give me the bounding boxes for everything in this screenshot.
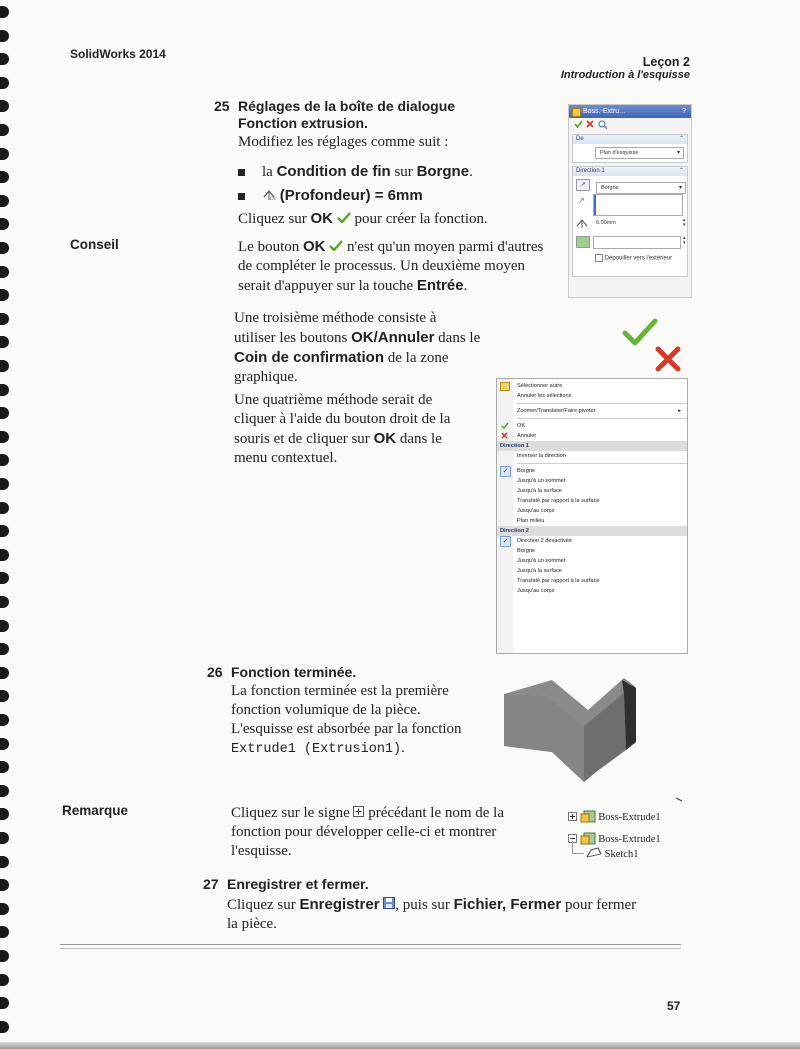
menu-separator — [517, 418, 687, 419]
p3-line3-text: souris et de cliquer sur — [234, 431, 374, 447]
menu-item-end-condition[interactable] — [497, 516, 687, 526]
property-manager-screenshot — [568, 104, 692, 298]
menu-item-end-condition[interactable] — [497, 586, 687, 596]
binding-ring — [0, 53, 9, 65]
binding-ring — [0, 30, 9, 42]
step-25-number: 25 — [214, 98, 230, 114]
p1-ok: OK — [303, 238, 326, 255]
binding-ring — [0, 384, 9, 396]
pm-de-body — [573, 144, 687, 162]
menu-item-ok[interactable] — [497, 421, 687, 431]
pm-titlebar — [569, 105, 691, 118]
binding-ring — [0, 407, 9, 419]
menu-item-end-condition[interactable] — [497, 566, 687, 576]
pm-end-condition-select[interactable]: Borgne ▾ — [596, 182, 686, 194]
bullet2-value: = 6mm — [370, 187, 423, 204]
menu-item-end-condition[interactable] — [497, 476, 687, 486]
binding-ring — [0, 6, 9, 18]
pm-depth-field[interactable]: 6.00mm — [596, 220, 616, 226]
select-other-icon — [500, 382, 510, 391]
step27-prefix: Cliquez sur — [227, 897, 300, 913]
ok-icon[interactable] — [574, 120, 583, 130]
depth-icon — [262, 185, 276, 209]
context-menu-screenshot — [496, 378, 688, 654]
p3-line1: Une quatrième méthode serait de — [234, 392, 433, 408]
binding-ring — [0, 502, 9, 514]
menu-header-direction1: Direction 1 — [497, 441, 687, 451]
click-suffix: pour créer la fonction. — [354, 211, 488, 227]
menu-header-direction2: Direction 2 — [497, 526, 687, 536]
binding-ring — [0, 997, 9, 1009]
tree-row-collapsed[interactable] — [568, 809, 661, 826]
binding-ring — [0, 525, 9, 537]
binding-ring — [0, 148, 9, 160]
binding-ring — [0, 266, 9, 278]
cancel-icon[interactable] — [586, 120, 594, 130]
binding-ring — [0, 454, 9, 466]
binding-ring — [0, 714, 9, 726]
menu-item-cancel[interactable] — [497, 431, 687, 441]
p3-ok: OK — [373, 430, 397, 447]
menu-item-clear-selections[interactable]: Annuler les sélections — [517, 393, 572, 399]
p2-line3 — [234, 348, 504, 368]
remarque-line1-suffix: précédant le nom de la — [364, 805, 505, 821]
binding-ring — [0, 478, 9, 490]
menu-label: Jusqu'à la surface — [517, 568, 562, 574]
binding-ring — [0, 620, 9, 632]
binding-ring — [0, 431, 9, 443]
p2-ok-cancel: OK/Annuler — [351, 329, 435, 346]
help-button[interactable]: ? — [682, 108, 686, 115]
remarque-line1-prefix: Cliquez sur le signe — [231, 805, 350, 821]
conseil-p1 — [238, 237, 578, 296]
confirm-cancel-icon[interactable] — [654, 346, 682, 377]
p2-line2 — [234, 328, 504, 348]
bullet1-mid: sur — [390, 164, 417, 180]
bullet1-bold: Condition de fin — [276, 163, 391, 180]
checked-icon: ✓ — [500, 536, 511, 547]
menu-separator — [517, 403, 687, 404]
p2-line4: graphique. — [234, 369, 298, 385]
menu-label: Translaté par rapport à la surface — [517, 578, 600, 584]
draft-outward-checkbox[interactable] — [595, 254, 603, 262]
save-icon — [383, 896, 395, 915]
p2-line3-suffix: de la zone — [384, 350, 449, 366]
menu-label: Annuler — [517, 433, 537, 439]
header-subtitle: Introduction à l'esquisse — [560, 69, 690, 81]
step-27-title: Enregistrer et fermer. — [227, 876, 369, 892]
menu-item-end-condition[interactable] — [497, 546, 687, 556]
p2-line2-prefix: utiliser les boutons — [234, 330, 352, 346]
bullet1-end: . — [469, 164, 473, 180]
conseil-p3 — [234, 391, 484, 468]
p1-end: . — [463, 278, 468, 295]
tree-label: Boss-Extrude1 — [598, 811, 661, 823]
binding-ring — [0, 690, 9, 702]
bullet-depth — [234, 184, 554, 209]
binding-ring — [0, 572, 9, 584]
menu-item-end-condition[interactable] — [497, 506, 687, 516]
binding-ring — [0, 667, 9, 679]
menu-label: Jusqu'à un sommet — [517, 558, 566, 564]
menu-item-end-condition[interactable] — [497, 576, 687, 586]
p3-line3 — [234, 429, 484, 449]
binding-ring — [0, 596, 9, 608]
menu-item-end-condition[interactable] — [497, 486, 687, 496]
detailed-preview-icon[interactable] — [598, 120, 608, 131]
extrude-name: Extrude1 (Extrusion1) — [231, 742, 402, 757]
tree-row-expanded[interactable] — [568, 831, 661, 848]
click-ok: OK — [310, 210, 333, 227]
p1-line3-prefix: serait d'appuyer sur la touche — [238, 278, 417, 295]
tree-label: Boss-Extrude1 — [598, 833, 661, 845]
p2-corner: Coin de confirmation — [234, 349, 384, 366]
header-product: SolidWorks 2014 — [70, 47, 166, 61]
step27-line1 — [227, 895, 687, 915]
header-lesson: Leçon 2 — [642, 55, 690, 69]
step27-save: Enregistrer — [299, 896, 380, 913]
pm-section-de — [572, 134, 688, 163]
menu-label: Borgne — [517, 468, 536, 474]
boss-extrude-icon — [580, 809, 596, 826]
boss-extrude-icon — [572, 108, 581, 117]
conseil-p2 — [234, 309, 504, 387]
menu-label: Translaté par rapport à la surface — [517, 498, 600, 504]
p3-line2: cliquer à l'aide du bouton droit de la — [234, 411, 451, 427]
reverse-direction-icon[interactable]: ↗ — [576, 179, 590, 191]
menu-label: Plan milieu — [517, 518, 545, 524]
tree-row-sketch[interactable] — [586, 847, 638, 862]
step-25-title — [238, 98, 455, 132]
binding-ring — [0, 77, 9, 89]
image-corner-mark — [676, 798, 682, 801]
selection-box-highlight — [594, 195, 596, 215]
step27-line2: la pièce. — [227, 916, 277, 933]
pm-section-de-header — [573, 135, 687, 144]
step27-suffix: pour fermer — [561, 897, 637, 913]
bullet1-value: Borgne — [416, 163, 470, 180]
tree-connector — [572, 853, 584, 854]
binding-ring — [0, 1021, 9, 1033]
binding-ring — [0, 549, 9, 561]
binding-ring — [0, 643, 9, 655]
tree-label: Sketch1 — [604, 848, 639, 860]
direction1-options — [497, 466, 687, 526]
step26-line4 — [231, 739, 491, 759]
pm-section-direction1-header — [573, 167, 687, 176]
click-prefix: Cliquez sur — [238, 211, 311, 227]
binding-ring — [0, 856, 9, 868]
boss-extrude-icon — [580, 831, 596, 848]
menu-item-select-other[interactable] — [497, 381, 687, 391]
binding-ring — [0, 313, 9, 325]
binding-ring — [0, 974, 9, 986]
step-25-click — [238, 209, 488, 229]
pm-direction-field[interactable] — [593, 194, 683, 216]
spin-arrows-icon[interactable]: ▴ ▾ — [683, 217, 686, 228]
step27-mid: , puis sur — [395, 897, 454, 913]
step-25-title-line2: Fonction extrusion. — [238, 115, 368, 131]
direction-arrow-icon: ↗ — [578, 196, 585, 205]
menu-label: Jusqu'au corps — [517, 508, 555, 514]
binding-ring — [0, 903, 9, 915]
pm-from-select[interactable]: Plan d'esquisse ▾ — [595, 147, 684, 159]
p2-line1: Une troisième méthode consiste à — [234, 310, 437, 326]
remarque-label: Remarque — [62, 803, 129, 818]
binding-ring — [0, 832, 9, 844]
binding-ring — [0, 336, 9, 348]
spin-arrows-icon[interactable]: ▴ ▾ — [683, 235, 686, 246]
bullet-end-condition — [234, 160, 554, 184]
expand-plus-icon — [353, 804, 364, 823]
menu-label: OK — [517, 423, 526, 429]
step26-line1: La fonction terminée est la première — [231, 683, 449, 699]
step26-line2: fonction volumique de la pièce. — [231, 702, 421, 718]
collapse-icon[interactable]: ⌃ — [678, 168, 684, 174]
p3-line3-suffix: dans le — [396, 431, 442, 447]
binding-ring — [0, 289, 9, 301]
binding-ring — [0, 738, 9, 750]
binding-ring — [0, 926, 9, 938]
binding-ring — [0, 785, 9, 797]
binding-ring — [0, 218, 9, 230]
step-26-body — [231, 682, 491, 759]
binding-ring — [0, 761, 9, 773]
pm-direction1-label: Direction 1 — [576, 168, 605, 174]
remarque-body — [231, 804, 551, 861]
binding-ring — [0, 808, 9, 820]
menu-item-end-condition[interactable] — [497, 466, 687, 476]
bullet1-prefix: la — [262, 164, 277, 180]
depth-icon — [576, 218, 588, 231]
collapse-icon[interactable]: ⌃ — [678, 136, 684, 142]
remarque-line1 — [231, 804, 551, 823]
step-27-number: 27 — [203, 876, 219, 892]
conseil-label: Conseil — [70, 237, 119, 252]
step-26-number: 26 — [207, 664, 223, 680]
menu-label: Borgne — [517, 548, 536, 554]
step-27-body — [227, 895, 687, 934]
pm-confirm-row — [569, 118, 691, 131]
checkmark-icon — [337, 210, 351, 229]
direction2-options — [497, 536, 687, 596]
binding-ring — [0, 879, 9, 891]
menu-separator — [517, 463, 687, 464]
pm-section-de-label: De — [576, 136, 584, 142]
menu-item-end-condition[interactable] — [497, 496, 687, 506]
submenu-arrow-icon: ▸ — [678, 408, 681, 414]
header-lesson-block — [561, 55, 690, 81]
checked-icon: ✓ — [500, 466, 511, 477]
page-number: 57 — [667, 999, 681, 1013]
step-25-intro: Modifiez les réglages comme suit : — [238, 134, 449, 150]
svg-text:D1: D1 — [270, 196, 276, 201]
binding-ring — [0, 950, 9, 962]
draft-outward-label: Dépouiller vers l'extérieur — [604, 255, 673, 262]
pm-title: Boss.-Extru... — [583, 108, 626, 115]
binding-ring — [0, 100, 9, 112]
binding-ring — [0, 124, 9, 136]
pm-draft-outward-row[interactable] — [595, 254, 672, 262]
feature-tree — [568, 807, 708, 869]
page-bottom-edge — [0, 1042, 800, 1049]
menu-label: Sélectionner autre — [517, 383, 563, 389]
draft-icon[interactable] — [576, 236, 590, 248]
p1-line1-rest: n'est qu'un moyen parmi d'autres — [343, 239, 544, 255]
menu-item-zoom-pan-rotate[interactable] — [497, 406, 687, 416]
pm-section-direction1 — [572, 166, 688, 277]
p1-prefix: Le bouton — [238, 239, 303, 255]
conseil-p1-line3 — [238, 276, 578, 296]
step27-file-close: Fichier, Fermer — [453, 896, 562, 913]
bullet2-label: (Profondeur) — [279, 187, 371, 204]
p3-line4: menu contextuel. — [234, 450, 338, 466]
checkmark-icon — [329, 238, 343, 257]
binding-ring — [0, 171, 9, 183]
step-25-title-line1: Réglages de la boîte de dialogue — [238, 98, 456, 114]
pm-draft-angle-field[interactable] — [593, 236, 681, 249]
menu-label: Jusqu'au corps — [517, 588, 555, 594]
step26-line3: L'esquisse est absorbée par la fonction — [231, 721, 462, 737]
menu-item-end-condition[interactable] — [497, 556, 687, 566]
menu-label: Zoomer/Translater/Faire pivoter — [517, 408, 596, 414]
binding-ring — [0, 195, 9, 207]
step26-line4-end: . — [401, 740, 405, 756]
footer-rule — [60, 944, 681, 949]
menu-label: Direction 2 désactivée — [517, 538, 573, 544]
extruded-part-image — [496, 672, 684, 802]
step-25-bullets — [234, 160, 554, 209]
binding-ring — [0, 360, 9, 372]
menu-label: Jusqu'à la surface — [517, 488, 562, 494]
tree-connector — [572, 841, 573, 853]
p2-line2-suffix: dans le — [434, 330, 481, 346]
menu-item-reverse-direction[interactable]: Inverser la direction — [517, 453, 566, 459]
sketch-icon — [586, 847, 602, 862]
remarque-line3: l'esquisse. — [231, 843, 292, 860]
conseil-p1-line2: de compléter le processus. Un deuxième moyen — [238, 258, 525, 275]
binding-ring — [0, 242, 9, 254]
expand-plus-icon[interactable] — [568, 812, 577, 824]
menu-item-end-condition[interactable] — [497, 536, 687, 546]
menu-label: Jusqu'à un sommet — [517, 478, 566, 484]
p1-enter: Entrée — [416, 277, 464, 295]
remarque-line2: fonction pour développer celle-ci et montrer — [231, 824, 497, 841]
step-26-title: Fonction terminée. — [231, 664, 357, 680]
pm-direction1-body — [573, 176, 687, 276]
conseil-p1-line1 — [238, 237, 578, 257]
confirm-ok-icon[interactable] — [622, 318, 658, 351]
